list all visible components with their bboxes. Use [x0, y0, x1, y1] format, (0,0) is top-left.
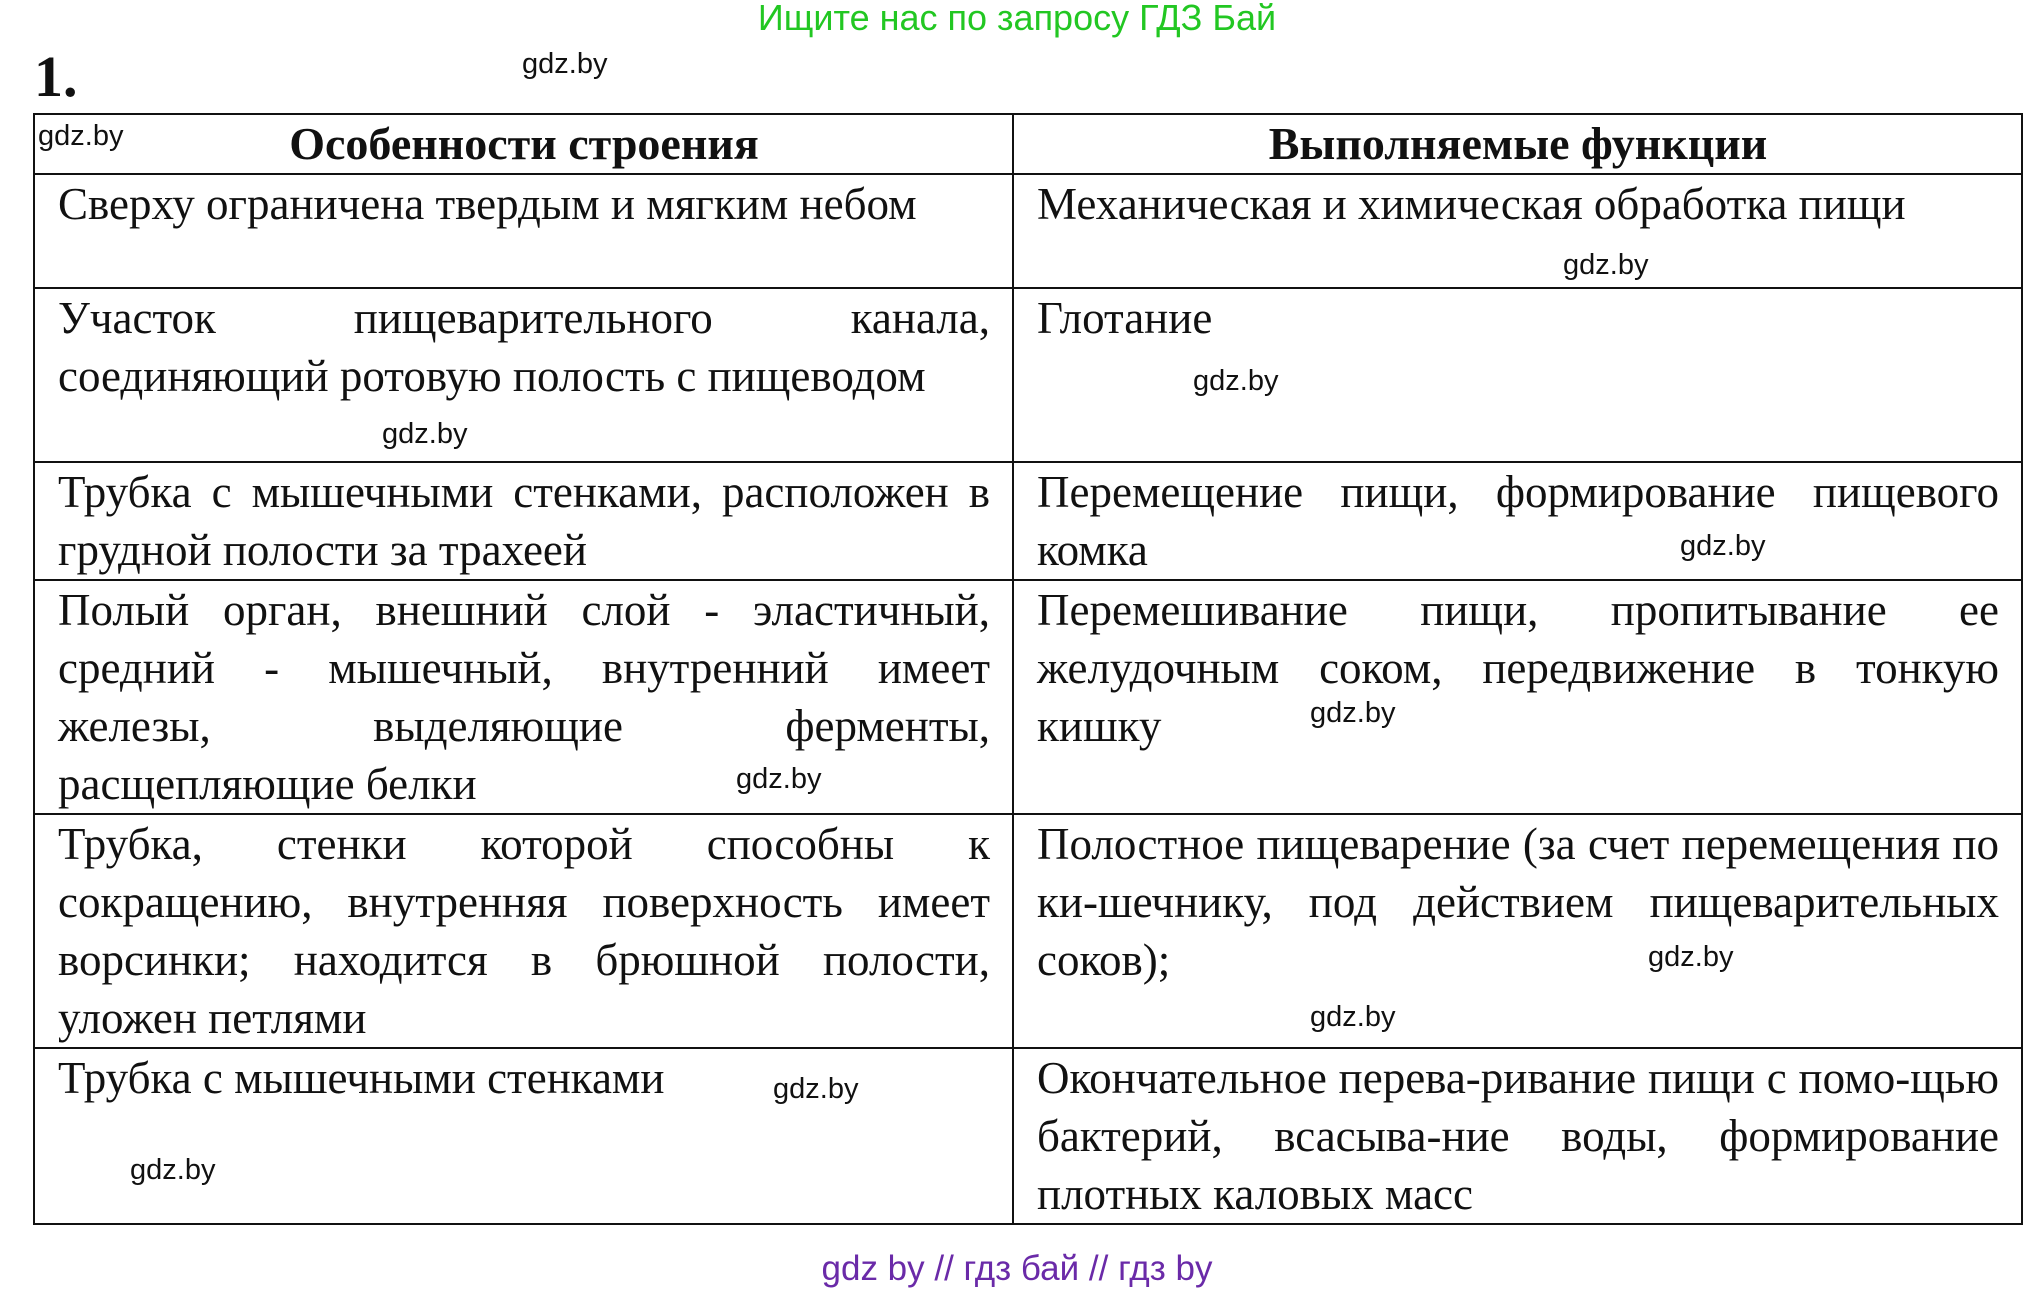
task-number: 1.	[34, 44, 78, 109]
watermark: gdz.by	[1680, 530, 1766, 562]
top-banner: Ищите нас по запросу ГДЗ Бай	[757, 0, 1277, 38]
table-row	[34, 174, 2022, 288]
structure-cell: Участок пищеварительного канала, соединяющий ротовую полость с пищеводом	[34, 288, 1013, 462]
table-row	[34, 462, 2022, 580]
watermark: gdz.by	[38, 120, 124, 152]
structure-cell: Полый орган, внешний слой - эластичный, средний - мышечный, внутренний имеет железы, выделяющие ферменты, расщепляющие белки	[34, 580, 1013, 814]
structure-cell: Трубка с мышечными стенками, расположен в грудной полости за трахеей	[34, 462, 1013, 580]
watermark: gdz.by	[1310, 697, 1396, 729]
table-row	[34, 814, 2022, 1048]
table-row	[34, 288, 2022, 462]
watermark: gdz.by	[1310, 1001, 1396, 1033]
function-cell: Механическая и химическая обработка пищи	[1013, 174, 2022, 288]
structure-cell: Сверху ограничена твердым и мягким небом	[34, 174, 1013, 288]
table-row	[34, 1048, 2022, 1224]
organs-table	[33, 113, 2023, 1225]
table-header-row	[34, 114, 2022, 174]
function-cell: Полостное пищеварение (за счет перемещения по ки-шечнику, под действием пищеварительных соков);	[1013, 814, 2022, 1048]
table-row	[34, 580, 2022, 814]
function-cell: Перемешивание пищи, пропитывание ее желудочным соком, передвижение в тонкую кишку	[1013, 580, 2022, 814]
watermark: gdz.by	[382, 418, 468, 450]
function-cell: Глотание	[1013, 288, 2022, 462]
structure-cell: Трубка, стенки которой способны к сокращению, внутренняя поверхность имеет ворсинки; находится в брюшной полости, уложен петлями	[34, 814, 1013, 1048]
header-structure: Особенности строения	[34, 114, 1013, 174]
function-cell: Окончательное перева-ривание пищи с помо-щью бактерий, всасыва-ние воды, формирование плотных каловых масс	[1013, 1048, 2022, 1224]
watermark: gdz.by	[773, 1073, 859, 1105]
watermark: gdz.by	[1563, 249, 1649, 281]
watermark: gdz.by	[736, 763, 822, 795]
watermark: gdz.by	[130, 1154, 216, 1186]
footer-watermark: gdz by // гдз бай // гдз by	[821, 1249, 1213, 1288]
structure-cell: Трубка с мышечными стенками	[34, 1048, 1013, 1224]
watermark: gdz.by	[522, 48, 608, 80]
watermark: gdz.by	[1648, 941, 1734, 973]
function-cell: Перемещение пищи, формирование пищевого комка	[1013, 462, 2022, 580]
watermark: gdz.by	[1193, 365, 1279, 397]
header-function: Выполняемые функции	[1013, 114, 2022, 174]
